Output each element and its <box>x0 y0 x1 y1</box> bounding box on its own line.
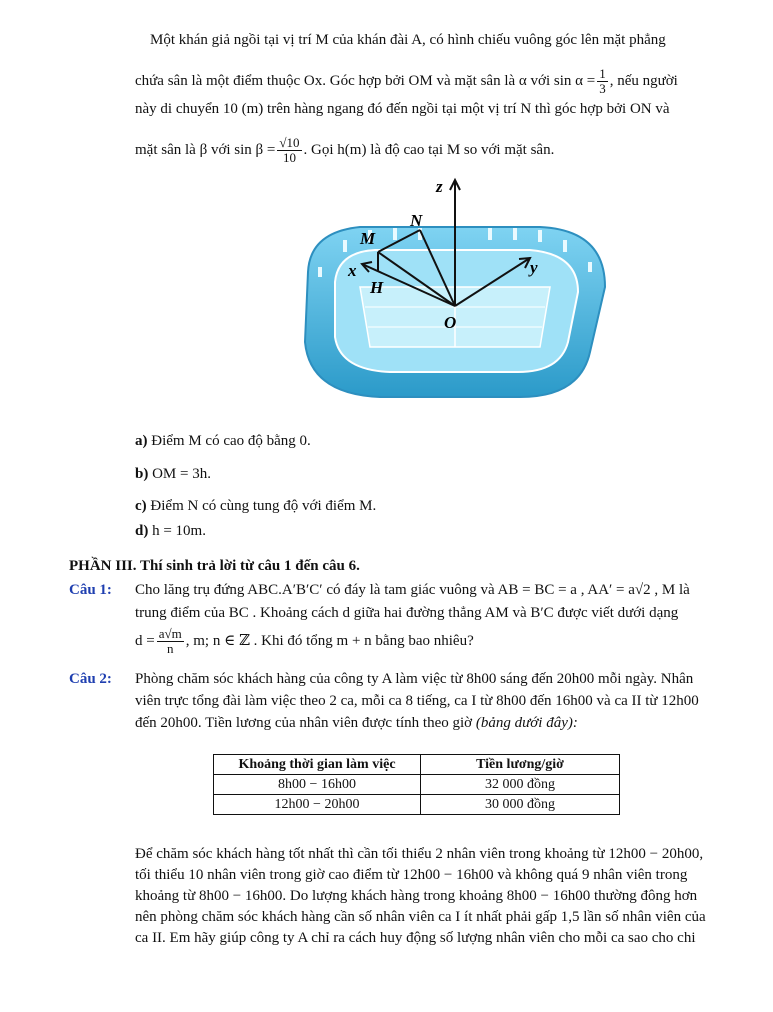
intro-line-4 <box>135 136 554 165</box>
q1-d-num: a√m <box>158 626 182 641</box>
label-m: M <box>360 229 376 248</box>
option-d-text: h = 10m. <box>152 523 206 539</box>
intro-line-2a: chứa sân là một điểm thuộc Ox. Góc hợp bởi OM và mặt sân là α với sin α = <box>135 72 596 89</box>
intro-line-4b: . Gọi h(m) là độ cao tại M so với mặt sân. <box>303 141 555 158</box>
table-row <box>214 795 620 815</box>
q2-para-line-5: ca II. Em hãy giúp công ty A chỉ ra cách huy động số lượng nhân viên cho mỗi ca sao cho chi <box>135 930 696 946</box>
table-header-salary: Tiền lương/giờ <box>421 755 620 775</box>
table-cell: 8h00 − 16h00 <box>214 775 421 795</box>
table-header-row <box>214 755 620 775</box>
q1-line-3 <box>135 627 474 656</box>
sin-alpha-num: 1 <box>599 66 606 81</box>
table-row <box>214 775 620 795</box>
q2-para-line-2: tối thiểu 10 nhân viên trong giờ cao điểm từ 12h00 − 16h00 và không quá 9 nhân viên trong <box>135 867 688 883</box>
salary-table <box>213 754 620 815</box>
label-n: N <box>410 211 423 230</box>
option-c <box>135 498 376 515</box>
stadium-figure <box>290 172 610 412</box>
option-a-text: Điểm M có cao độ bằng 0. <box>151 433 311 449</box>
q2-para-line-1: Để chăm sóc khách hàng tốt nhất thì cần tối thiểu 2 nhân viên trong khoảng từ 12h00 − 20h00, <box>135 846 704 862</box>
q1-label: Câu 1: <box>69 582 112 598</box>
q1-d-den: n <box>166 641 174 656</box>
label-h: H <box>370 278 384 297</box>
sin-beta-fraction <box>277 136 301 165</box>
q1-d-fraction <box>157 627 184 656</box>
q1-d-lhs: d = <box>135 632 155 649</box>
label-o: O <box>444 313 457 332</box>
q1-line-1: Cho lăng trụ đứng ABC.A′B′C′ có đáy là tam giác vuông và AB = BC = a , AA′ = a√2 , M là <box>135 582 690 598</box>
label-x: x <box>348 261 357 280</box>
sin-alpha-fraction <box>597 67 608 96</box>
sin-beta-den: 10 <box>282 150 296 165</box>
intro-line-4a: mặt sân là β với sin β = <box>135 141 276 158</box>
part3-heading: PHẦN III. Thí sinh trả lời từ câu 1 đến câu 6. <box>69 558 360 574</box>
intro-line-2b: , nếu người <box>609 72 678 89</box>
intro-line-1: Một khán giả ngồi tại vị trí M của khán đài A, có hình chiếu vuông góc lên mặt phẳng <box>150 32 666 48</box>
intro-line-2 <box>135 67 678 96</box>
option-d <box>135 523 206 540</box>
q2-label: Câu 2: <box>69 671 112 687</box>
table-cell: 12h00 − 20h00 <box>214 795 421 815</box>
q2-line-3 <box>135 715 578 732</box>
q2-line-3b: (bảng dưới đây): <box>475 715 578 731</box>
option-c-label: c) <box>135 498 147 514</box>
intro-line-3: này di chuyển 10 (m) trên hàng ngang đó đến ngồi tại một vị trí N thì góc hợp bởi ON và <box>135 101 670 117</box>
option-b-text: OM = 3h. <box>152 466 211 482</box>
q2-line-3a: đến 20h00. Tiền lương của nhân viên được tính theo giờ <box>135 715 473 731</box>
q1-line-3-rest: , m; n ∈ ℤ . Khi đó tổng m + n bằng bao nhiêu? <box>185 632 474 649</box>
option-c-text: Điểm N có cùng tung độ với điểm M. <box>150 498 377 514</box>
option-b <box>135 466 211 483</box>
q1-line-2: trung điểm của BC . Khoảng cách d giữa hai đường thẳng AM và B′C được viết dưới dạng <box>135 605 679 621</box>
table-cell: 30 000 đồng <box>421 795 620 815</box>
q2-para-line-4: nên phòng chăm sóc khách hàng cần số nhân viên ca I ít nhất phải gấp 1,5 lần số nhân viên của <box>135 909 706 925</box>
sin-alpha-den: 3 <box>599 81 606 96</box>
sin-beta-num: √10 <box>279 135 300 150</box>
table-header-time: Khoảng thời gian làm việc <box>214 755 421 775</box>
q2-para-line-3: khoảng từ 8h00 − 16h00. Do lượng khách hàng trong khoảng 8h00 − 16h00 thường đông hơn <box>135 888 698 904</box>
q2-line-2: viên trực tổng đài làm việc theo 2 ca, mỗi ca 8 tiếng, ca I từ 8h00 đến 16h00 và ca II từ 12h00 <box>135 693 699 709</box>
option-a <box>135 433 311 450</box>
option-a-label: a) <box>135 433 148 449</box>
q2-line-1: Phòng chăm sóc khách hàng của công ty A làm việc từ 8h00 sáng đến 20h00 mỗi ngày. Nhân <box>135 671 694 687</box>
option-b-label: b) <box>135 466 149 482</box>
table-cell: 32 000 đồng <box>421 775 620 795</box>
label-z: z <box>436 177 443 196</box>
label-y: y <box>530 258 538 277</box>
option-d-label: d) <box>135 523 149 539</box>
